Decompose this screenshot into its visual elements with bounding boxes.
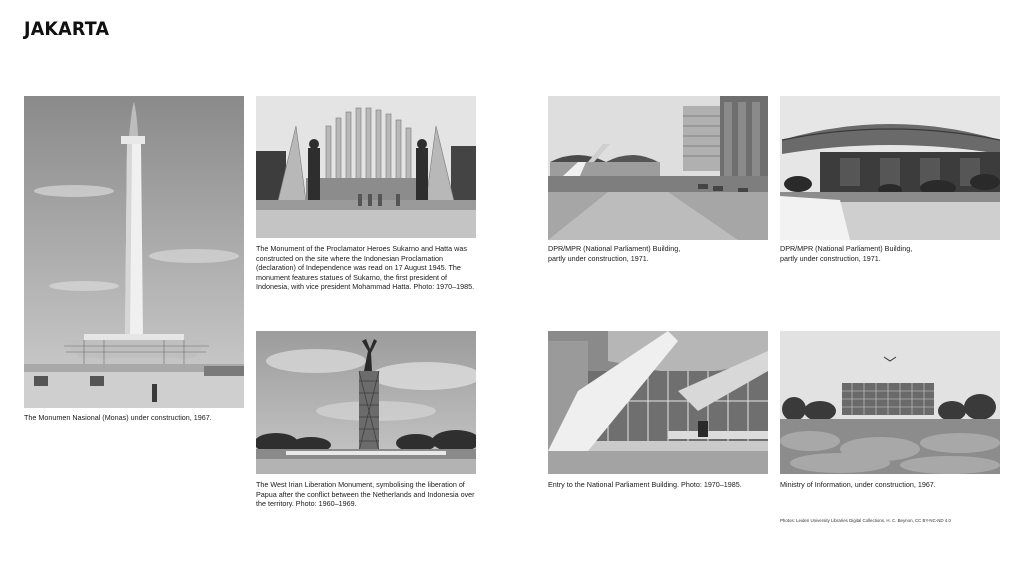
photo-parliament-building-1 <box>548 96 768 240</box>
photo-parliament-entry <box>548 331 768 474</box>
page-title: JAKARTA <box>24 18 110 40</box>
caption-parliament-building-2: DPR/MPR (National Parliament) Building, partly under construction, 1971. <box>780 244 913 263</box>
caption-ministry-of-information: Ministry of Information, under construction, 1967. <box>780 480 936 489</box>
photo-monas <box>24 96 244 408</box>
photo-ministry-of-information <box>780 331 1000 474</box>
photo-credit: Photos: Leiden University Libraries Digital Collections, H. C. Beynon, CC BY-NC-ND 4.0 <box>780 518 951 523</box>
caption-parliament-building-1: DPR/MPR (National Parliament) Building, partly under construction, 1971. <box>548 244 681 263</box>
photo-proclamator-monument <box>256 96 476 238</box>
photo-west-irian-monument <box>256 331 476 474</box>
caption-parliament-entry: Entry to the National Parliament Building. Photo: 1970–1985. <box>548 480 742 489</box>
caption-west-irian-monument: The West Irian Liberation Monument, symbolising the liberation of Papua after the conflict between the Netherlands and Indonesia over the territory. Photo: 1960–1969. <box>256 480 475 509</box>
caption-proclamator-monument: The Monument of the Proclamator Heroes Sukarno and Hatta was constructed on the site where the Indonesian Proclamation (declaration) of Independence was read on 17 August 1945. The monument features statues of Sukarno, the first president of Indonesia, with vice president Mohammad Hatta. Photo: 1970–1985. <box>256 244 475 292</box>
caption-monas: The Monumen Nasional (Monas) under construction, 1967. <box>24 413 212 422</box>
photo-parliament-building-2 <box>780 96 1000 240</box>
